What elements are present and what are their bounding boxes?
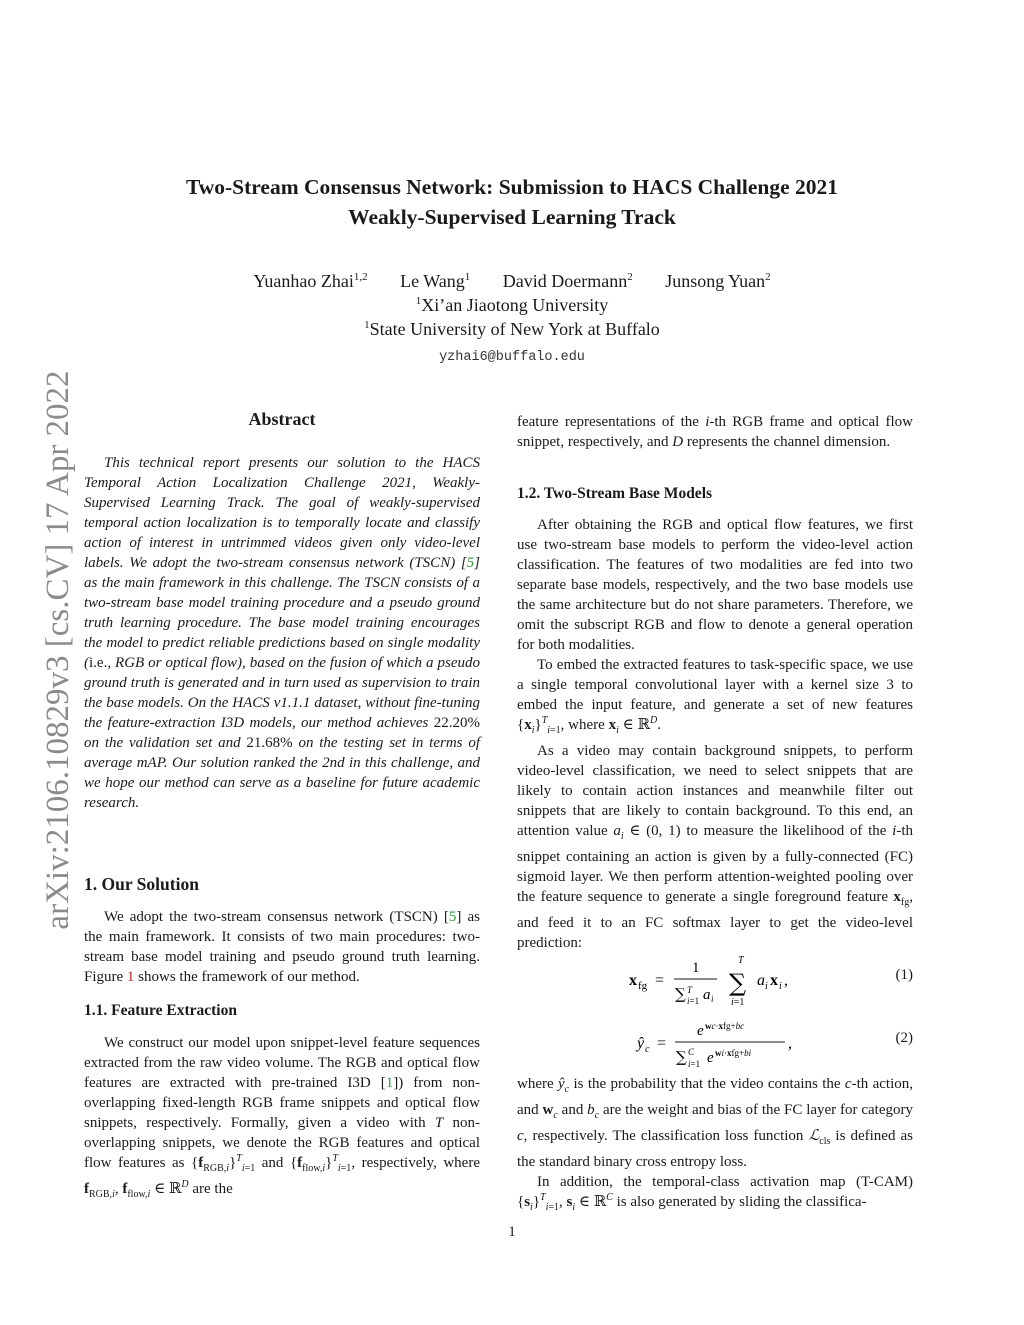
svg-text:a: a [757, 972, 765, 989]
citation-link[interactable]: 5 [448, 909, 457, 925]
svg-text:,: , [788, 1035, 792, 1052]
svg-text:x: x [629, 972, 637, 989]
equation-1-formula [627, 955, 927, 1011]
math-xfg: $x_{fg}$ [893, 889, 910, 908]
paper-title-line2: Weakly-Supervised Learning Track [348, 205, 676, 229]
svg-text:fg: fg [638, 980, 648, 992]
math-attention: $a_i$ ∈ (0, 1) [613, 823, 681, 842]
page-number: 1 [508, 1224, 516, 1240]
math-loss: ℒ$_{cls}$ [808, 1128, 831, 1147]
section-1-1-body: We construct our model upon snippet-level feature sequences extracted from the raw video volume. The RGB and optical flow features are extracted with pre-trained I3D [1]) from non-overlapping fixed-length RGB frame snippets and optical flow snippets, respectively. Formally, given a video with T non-overlapping snippets, we denote the RGB features and optical flow features as $\{f_{RGB,i}\}^T_{i=1}$ and $\{f_{flow,i}\}^T_{i=1}$, respectively, where $f_{RGB,i}$, $f_{flow,i}$ ∈ ℝ$^D$ are the [84, 1035, 480, 1200]
affiliation-1: $^1$Xi’an Jiaotong University [415, 295, 609, 315]
author-3: David Doermann$^2$ [502, 271, 633, 291]
equation-2-number: (2) [895, 1030, 913, 1046]
svg-text:i=1: i=1 [687, 996, 700, 1006]
math-set-s: $\{s_i\}^T_{i=1}$, $s_i$ ∈ ℝ$^C$ [517, 1192, 613, 1213]
svg-text:T: T [738, 955, 744, 966]
section-1-2-body: After obtaining the RGB and optical flow features, we first use two-stream base models to perform the video-level action classification. The features of two modalities are fed into two separate base models, respectively, and the two base models use the same architecture but do not share parameters. Therefore, we omit the subscript RGB and flow to denote a general operation for both modalities. To embed the extracted features to task-specific space, we use a single temporal convolutional layer with a kernel size 3 to embed the input feature, and generate a set of new features $\{x_i\}^T_{i=1}$, where $x_i$ ∈ ℝ$^D$. As a video may contain background snippets, to perform video-level classification, we need to select snippets that are likely to contain action instances and meanwhile filter out snippets that are likely to contain background. To this end, an attention value $a_i$ ∈ (0, 1) to measure the likelihood of the i-th snippet containing an action is given by a fully-connected (FC) sigmoid layer. We then perform attention-weighted pooling over the feature sequence to generate a single foreground feature $x_{fg}$, and feed it to an FC softmax layer to get the video-level prediction: [517, 517, 913, 951]
svg-text:∑: ∑ [675, 985, 686, 1003]
svg-text:,: , [784, 972, 788, 989]
section-1-1-continuation: feature representations of the i-th RGB frame and optical flow snippet, respectively, and D represents the channel dimension. [517, 414, 914, 450]
svg-text:T: T [687, 985, 693, 995]
author-2: Le Wang$^1$ [400, 271, 471, 291]
svg-text:∑: ∑ [729, 969, 747, 997]
equation-1-number: (1) [895, 967, 913, 983]
equation-2-formula [635, 1018, 935, 1070]
abstract-heading: Abstract [248, 409, 316, 429]
section-1-2-heading: 1.2. Two-Stream Base Models [517, 485, 713, 502]
abstract-body: This technical report presents our solution to the HACS Temporal Action Localization Challenge 2021, Weakly-Supervised Learning Track. The goal of weakly-supervised temporal action localization is to temporally locate and classify action of interest in untrimmed videos given only video-level labels. We adopt the two-stream consensus network (TSCN) [5] as the main framework in this challenge. The TSCN consists of a two-stream base model training procedure and a pseudo ground truth learning procedure. The base model training encourages the model to predict reliable predictions based on single modality (i.e., RGB or optical flow), based on the fusion of which a pseudo ground truth is generated and in turn used as supervision to train the base models. On the HACS v1.1.1 dataset, without fine-tuning the feature-extraction I3D models, our method achieves 22.20% on the validation set and 21.68% on the testing set in terms of average mAP. Our solution ranked the 2nd in this challenge, and we hope our method can serve as a baseline for future academic research. [84, 455, 480, 811]
math-bc: $b_c$ [587, 1102, 600, 1121]
affiliation-2: $^1$State University of New York at Buffalo [364, 319, 660, 339]
equation-1 [517, 955, 913, 1011]
section-1-body: We adopt the two-stream consensus network (TSCN) [5] as the main framework. It consists of two main procedures: two-stream base model training and pseudo ground truth learning. Figure 1 shows the framework of our method. [84, 909, 480, 985]
svg-text:ŷ: ŷ [637, 1035, 645, 1052]
paper-title-line1: Two-Stream Consensus Network: Submission to HACS Challenge 2021 [185, 175, 839, 199]
svg-text:wi·xfg+bi: wi·xfg+bi [715, 1048, 752, 1058]
math-where-features: $f_{RGB,i}$, $f_{flow,i}$ ∈ ℝ$^D$ [84, 1179, 189, 1200]
citation-link[interactable]: 1 [385, 1075, 394, 1091]
svg-text:=: = [655, 972, 665, 989]
svg-text:c: c [645, 1044, 650, 1055]
svg-text:C: C [688, 1047, 695, 1057]
math-x-in-rd: $x_i$ ∈ ℝ$^D$ [608, 715, 658, 736]
math-set-flow: $\{f_{flow,i}\}^T_{i=1}$ [289, 1153, 352, 1174]
svg-text:i: i [765, 981, 768, 992]
citation-link[interactable]: 5 [466, 555, 475, 571]
math-wc: $w_c$ [542, 1102, 558, 1121]
svg-text:wc·xfg+bc: wc·xfg+bc [705, 1021, 745, 1031]
svg-text:a: a [703, 987, 711, 1003]
section-1-heading: 1. Our Solution [84, 874, 199, 894]
svg-text:e: e [707, 1050, 714, 1066]
equation-2 [517, 1018, 913, 1070]
math-yhat-c: $ŷ_c$ [558, 1076, 570, 1095]
svg-text:i: i [779, 981, 782, 992]
math-set-rgb: $\{f_{RGB,i}\}^T_{i=1}$ [191, 1153, 256, 1174]
svg-text:x: x [770, 972, 778, 989]
author-email: yzhai6@buffalo.edu [439, 350, 585, 365]
svg-text:1: 1 [692, 960, 700, 976]
author-list [0, 270, 1024, 293]
svg-text:e: e [697, 1023, 704, 1039]
section-1-1-heading: 1.1. Feature Extraction [84, 1002, 237, 1019]
section-1-2-body-cont: where $ŷ_c$ is the probability that the video contains the c-th action, and $w_c$ and $b_c$ are the weight and bias of the FC layer for category c, respectively. The classification loss function ℒ$_{cls}$ is defined as the standard binary cross entropy loss. In addition, the temporal-class activation map (T-CAM) $\{s_i\}^T_{i=1}$, $s_i$ ∈ ℝ$^C$ is also generated by sliding the classifica- [517, 1076, 913, 1213]
figure-link[interactable]: 1 [126, 969, 135, 985]
svg-text:i: i [711, 994, 714, 1004]
author-4: Junsong Yuan$^2$ [665, 271, 771, 291]
svg-text:i=1: i=1 [731, 997, 745, 1008]
svg-text:i=1: i=1 [688, 1059, 701, 1069]
arxiv-stamp: arXiv:2106.10829v3 [cs.CV] 17 Apr 2022 [40, 370, 76, 930]
svg-text:∑: ∑ [676, 1048, 687, 1066]
math-set-x: $\{x_i\}^T_{i=1}$ [517, 715, 561, 736]
author-1: Yuanhao Zhai$^{1,2}$ [253, 271, 368, 291]
svg-text:=: = [657, 1035, 667, 1052]
